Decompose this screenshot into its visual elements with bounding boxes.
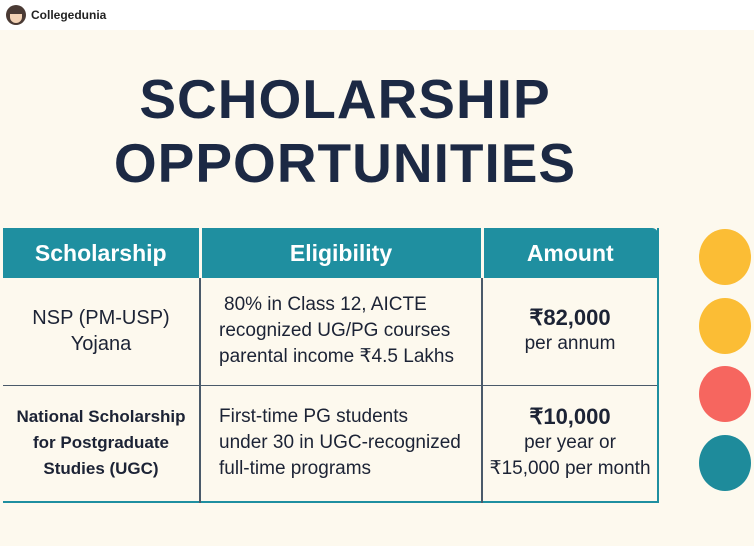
decorative-dot-yellow [699, 298, 751, 354]
table-row [3, 385, 658, 502]
decorative-dot-red [699, 366, 751, 422]
eligibility [200, 278, 482, 385]
name-line: National Scholarship [16, 407, 186, 427]
scholarship-name [3, 385, 200, 502]
amount-note: ₹15,000 per month [489, 458, 651, 480]
amount-value: ₹10,000 [529, 404, 611, 430]
amount [482, 385, 658, 502]
amount [482, 278, 658, 385]
name-line: for Postgraduate [32, 433, 170, 453]
decorative-dot-teal [699, 435, 751, 491]
amount-note: per year or [524, 432, 616, 454]
header-eligibility: Eligibility [200, 228, 482, 278]
name-line: Yojana [70, 333, 132, 356]
header-scholarship: Scholarship [3, 228, 200, 278]
scholarship-name [3, 278, 200, 385]
eligibility-line: 80% in Class 12, AICTE [224, 294, 427, 316]
table-row [3, 278, 658, 385]
eligibility-line: under 30 in UGC-recognized [219, 432, 461, 454]
eligibility-line: First-time PG students [219, 406, 408, 428]
top-bar [0, 0, 754, 30]
name-line: NSP (PM-USP) [32, 307, 170, 330]
scholarship-table [3, 228, 659, 503]
page-title-line2: OPPORTUNITIES [113, 132, 577, 194]
eligibility [200, 385, 482, 502]
name-line: Studies (UGC) [43, 459, 159, 479]
eligibility-line: full-time programs [219, 458, 372, 480]
eligibility-line: parental income ₹4.5 Lakhs [219, 346, 454, 368]
header-amount: Amount [482, 228, 658, 278]
amount-note: per annum [524, 333, 616, 355]
collegedunia-logo-icon [6, 5, 26, 25]
eligibility-line: recognized UG/PG courses [219, 320, 451, 342]
amount-value: ₹82,000 [529, 305, 611, 331]
table-header-row [3, 228, 658, 278]
page-title-line1: SCHOLARSHIP [139, 68, 551, 130]
brand-name: Collegedunia [31, 8, 107, 22]
decorative-dot-yellow [699, 229, 751, 285]
